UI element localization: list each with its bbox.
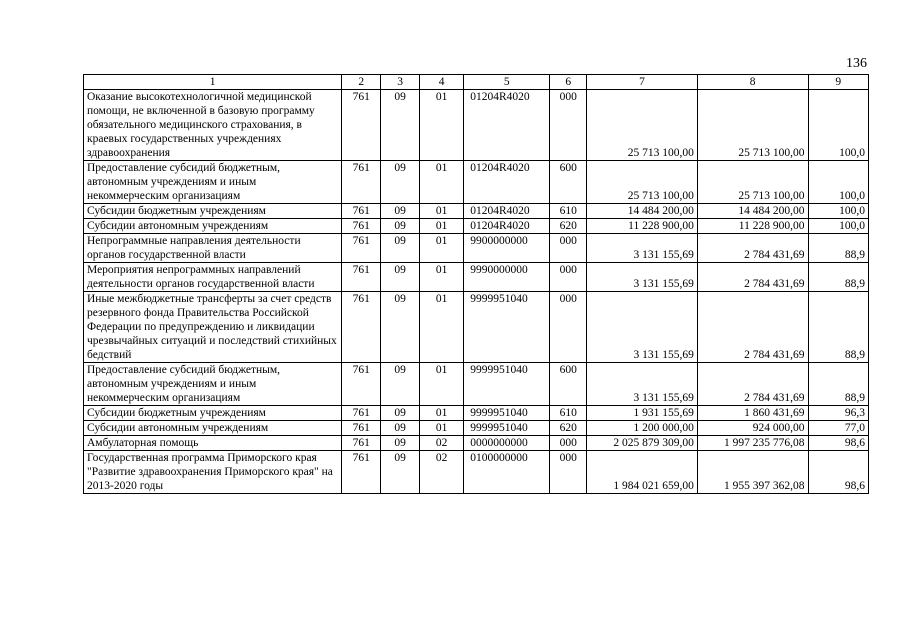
subsection-code: 01 — [420, 90, 464, 161]
subsection-code: 02 — [420, 436, 464, 451]
planned-amount: 3 131 155,69 — [587, 363, 698, 406]
execution-percent: 88,9 — [808, 363, 869, 406]
header-cell: 3 — [381, 75, 420, 90]
ministry-code: 761 — [342, 406, 381, 421]
header-cell: 8 — [697, 75, 808, 90]
expense-type-code: 000 — [550, 292, 587, 363]
execution-percent: 88,9 — [808, 234, 869, 263]
execution-percent: 77,0 — [808, 421, 869, 436]
subsection-code: 01 — [420, 234, 464, 263]
ministry-code: 761 — [342, 219, 381, 234]
expense-type-code: 000 — [550, 90, 587, 161]
planned-amount: 3 131 155,69 — [587, 292, 698, 363]
item-name: Субсидии бюджетным учреждениям — [84, 204, 342, 219]
table-row — [84, 219, 869, 234]
item-name: Оказание высокотехнологичной медицинской помощи, не включенной в базовую программу обязательного медицинского страхования, в краевых государственных учреждениях здравоохранения — [84, 90, 342, 161]
target-code: 9999951040 — [464, 363, 550, 406]
execution-percent: 100,0 — [808, 90, 869, 161]
executed-amount: 1 997 235 776,08 — [697, 436, 808, 451]
table-row — [84, 292, 869, 363]
target-code: 01204R4020 — [464, 204, 550, 219]
table-row — [84, 363, 869, 406]
section-code: 09 — [381, 90, 420, 161]
ministry-code: 761 — [342, 292, 381, 363]
target-code: 01204R4020 — [464, 219, 550, 234]
section-code: 09 — [381, 436, 420, 451]
header-cell: 6 — [550, 75, 587, 90]
execution-percent: 88,9 — [808, 263, 869, 292]
planned-amount: 11 228 900,00 — [587, 219, 698, 234]
target-code: 9900000000 — [464, 234, 550, 263]
planned-amount: 1 984 021 659,00 — [587, 451, 698, 494]
subsection-code: 01 — [420, 161, 464, 204]
table-row — [84, 161, 869, 204]
subsection-code: 01 — [420, 421, 464, 436]
section-code: 09 — [381, 263, 420, 292]
planned-amount: 3 131 155,69 — [587, 263, 698, 292]
subsection-code: 01 — [420, 219, 464, 234]
expense-type-code: 000 — [550, 451, 587, 494]
item-name: Предоставление субсидий бюджетным, автономным учреждениям и иным некоммерческим организациям — [84, 363, 342, 406]
header-cell: 9 — [808, 75, 869, 90]
planned-amount: 25 713 100,00 — [587, 90, 698, 161]
ministry-code: 761 — [342, 204, 381, 219]
header-cell: 5 — [464, 75, 550, 90]
expense-type-code: 000 — [550, 263, 587, 292]
table-row — [84, 436, 869, 451]
header-row — [84, 75, 869, 90]
header-cell: 7 — [587, 75, 698, 90]
subsection-code: 01 — [420, 204, 464, 219]
expense-type-code: 000 — [550, 436, 587, 451]
target-code: 01204R4020 — [464, 90, 550, 161]
section-code: 09 — [381, 406, 420, 421]
subsection-code: 01 — [420, 406, 464, 421]
expense-type-code: 620 — [550, 219, 587, 234]
expense-type-code: 600 — [550, 161, 587, 204]
executed-amount: 14 484 200,00 — [697, 204, 808, 219]
item-name: Амбулаторная помощь — [84, 436, 342, 451]
executed-amount: 1 955 397 362,08 — [697, 451, 808, 494]
table-row — [84, 204, 869, 219]
executed-amount: 25 713 100,00 — [697, 90, 808, 161]
section-code: 09 — [381, 219, 420, 234]
execution-percent: 100,0 — [808, 219, 869, 234]
executed-amount: 11 228 900,00 — [697, 219, 808, 234]
ministry-code: 761 — [342, 234, 381, 263]
planned-amount: 3 131 155,69 — [587, 234, 698, 263]
subsection-code: 01 — [420, 263, 464, 292]
execution-percent: 100,0 — [808, 161, 869, 204]
execution-percent: 100,0 — [808, 204, 869, 219]
header-cell: 2 — [342, 75, 381, 90]
expense-type-code: 620 — [550, 421, 587, 436]
execution-percent: 88,9 — [808, 292, 869, 363]
executed-amount: 1 860 431,69 — [697, 406, 808, 421]
table-row — [84, 234, 869, 263]
planned-amount: 1 200 000,00 — [587, 421, 698, 436]
section-code: 09 — [381, 421, 420, 436]
section-code: 09 — [381, 161, 420, 204]
ministry-code: 761 — [342, 421, 381, 436]
executed-amount: 25 713 100,00 — [697, 161, 808, 204]
target-code: 9990000000 — [464, 263, 550, 292]
target-code: 0100000000 — [464, 451, 550, 494]
target-code: 9999951040 — [464, 292, 550, 363]
target-code: 0000000000 — [464, 436, 550, 451]
ministry-code: 761 — [342, 436, 381, 451]
ministry-code: 761 — [342, 263, 381, 292]
ministry-code: 761 — [342, 90, 381, 161]
item-name: Иные межбюджетные трансферты за счет средств резервного фонда Правительства Российской Федерации по предупреждению и ликвидации чрезвычайных ситуаций и последствий стихийных бедствий — [84, 292, 342, 363]
subsection-code: 02 — [420, 451, 464, 494]
item-name: Субсидии бюджетным учреждениям — [84, 406, 342, 421]
section-code: 09 — [381, 292, 420, 363]
execution-percent: 98,6 — [808, 451, 869, 494]
page-number: 136 — [846, 56, 867, 71]
execution-percent: 98,6 — [808, 436, 869, 451]
item-name: Непрограммные направления деятельности органов государственной власти — [84, 234, 342, 263]
ministry-code: 761 — [342, 451, 381, 494]
planned-amount: 25 713 100,00 — [587, 161, 698, 204]
executed-amount: 2 784 431,69 — [697, 363, 808, 406]
executed-amount: 2 784 431,69 — [697, 263, 808, 292]
section-code: 09 — [381, 451, 420, 494]
section-code: 09 — [381, 204, 420, 219]
item-name: Субсидии автономным учреждениям — [84, 219, 342, 234]
table-row — [84, 421, 869, 436]
execution-percent: 96,3 — [808, 406, 869, 421]
expense-type-code: 610 — [550, 204, 587, 219]
ministry-code: 761 — [342, 161, 381, 204]
section-code: 09 — [381, 363, 420, 406]
executed-amount: 2 784 431,69 — [697, 234, 808, 263]
header-cell: 4 — [420, 75, 464, 90]
table-row — [84, 406, 869, 421]
expense-type-code: 600 — [550, 363, 587, 406]
ministry-code: 761 — [342, 363, 381, 406]
item-name: Субсидии автономным учреждениям — [84, 421, 342, 436]
executed-amount: 2 784 431,69 — [697, 292, 808, 363]
planned-amount: 1 931 155,69 — [587, 406, 698, 421]
table-row — [84, 451, 869, 494]
expense-type-code: 000 — [550, 234, 587, 263]
section-code: 09 — [381, 234, 420, 263]
subsection-code: 01 — [420, 292, 464, 363]
item-name: Государственная программа Приморского края "Развитие здравоохранения Приморского края" на 2013-2020 годы — [84, 451, 342, 494]
target-code: 01204R4020 — [464, 161, 550, 204]
budget-table — [83, 74, 869, 494]
table-row — [84, 263, 869, 292]
target-code: 9999951040 — [464, 421, 550, 436]
target-code: 9999951040 — [464, 406, 550, 421]
header-cell: 1 — [84, 75, 342, 90]
item-name: Предоставление субсидий бюджетным, автономным учреждениям и иным некоммерческим организациям — [84, 161, 342, 204]
table-row — [84, 90, 869, 161]
executed-amount: 924 000,00 — [697, 421, 808, 436]
subsection-code: 01 — [420, 363, 464, 406]
item-name: Мероприятия непрограммных направлений деятельности органов государственной власти — [84, 263, 342, 292]
expense-type-code: 610 — [550, 406, 587, 421]
planned-amount: 2 025 879 309,00 — [587, 436, 698, 451]
planned-amount: 14 484 200,00 — [587, 204, 698, 219]
